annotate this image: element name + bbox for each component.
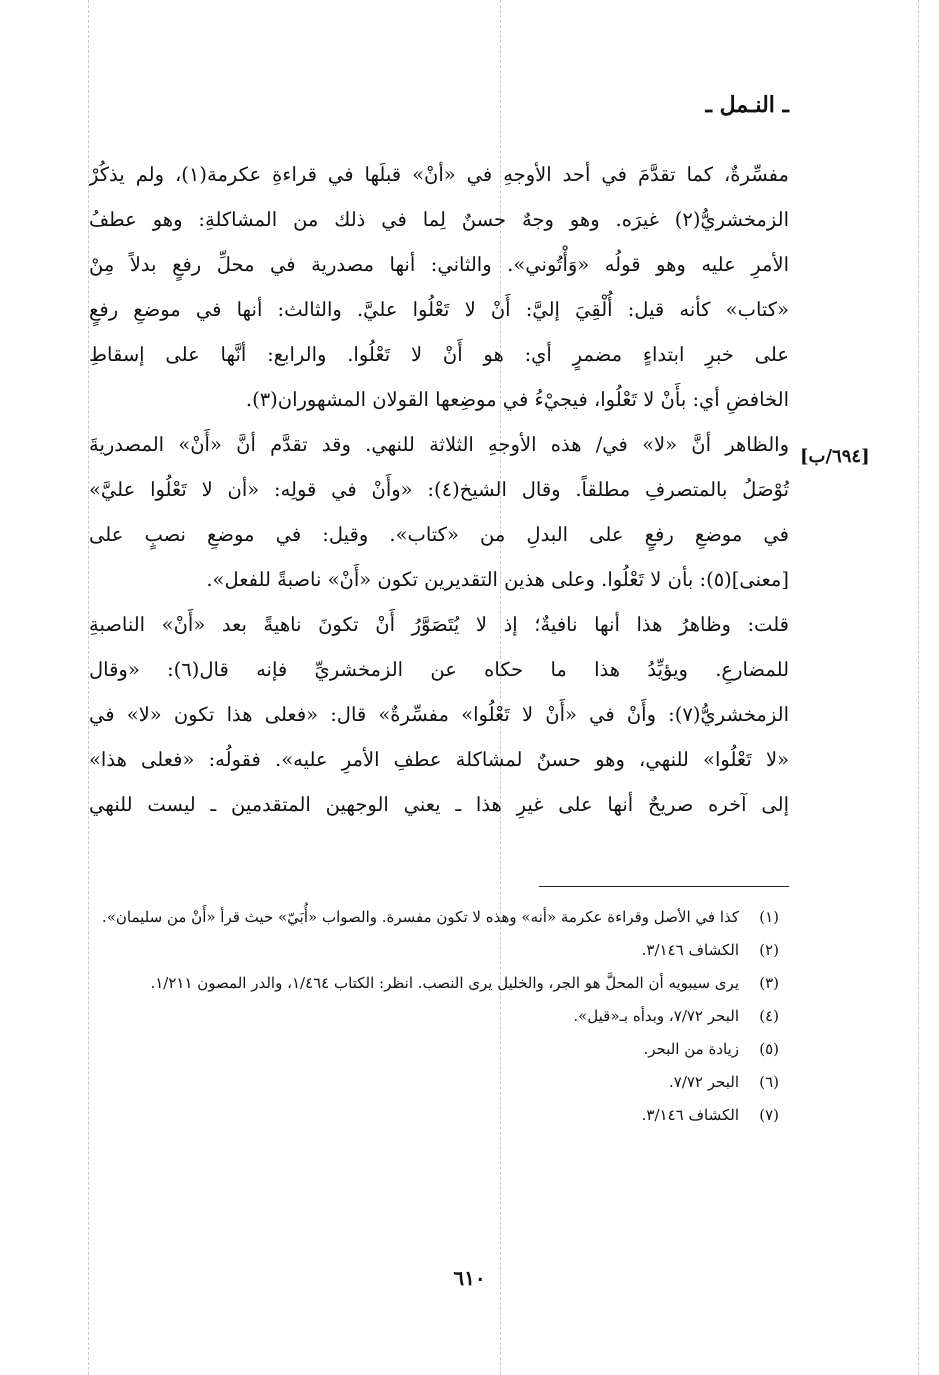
body-line: الأمرِ عليه وهو قولُه «وَأْتُوني». والثاني: أنها مصدرية في محلِّ رفعٍ بدلاً مِنْ [89,253,789,276]
footnote [79,904,779,930]
footnote-number: (١) [759,908,779,926]
footnote-text: كذا في الأصل وقراءة عكرمة «أنه» وهذه لا تكون مفسرة. والصواب «أُبَيّ» حيث قرأ «أَنْ من سليمان». [101,908,739,926]
footnote-number: (٦) [759,1073,779,1091]
page-number: ٦١٠ [453,1266,486,1290]
body-line: قلت: وظاهرُ هذا أنها نافيةٌ؛ إذ لا يُتَصَوَّرُ أَنْ تكونَ ناهيةً بعد «أَنْ» الناصبةِ [89,613,789,636]
footnote-text: الكشاف ٣/١٤٦. [641,941,739,959]
body-line: الزمخشريُّ(٧): وأَنْ في «أَنْ لا تَعْلُوا» مفسِّرةٌ» قال: «فعلى هذا تكون «لا» في [89,703,789,726]
footnote [79,1069,779,1095]
body-line: [معنى](٥): بأن لا تَعْلُوا. وعلى هذين التقديرين تكون «أَنْ» ناصبةً للفعل». [206,568,789,591]
footnote-separator [539,886,789,887]
footnote [79,937,779,963]
footnote-text: البحر ٧/٧٢. [668,1073,739,1091]
body-line: إلى آخره صريحٌ أنها على غيرِ هذا ـ يعني الوجهين المتقدمين ـ ليست للنهي [89,793,789,816]
body-line: الزمخشريُّ(٢) غيرَه. وهو وجهٌ حسنٌ لِما في ذلك من المشاكلةِ: وهو عطفُ [89,208,789,231]
body-line: في موضعِ رفعٍ على البدلِ من «كتاب». وقيل: في موضعِ نصبٍ على [89,523,789,546]
footnote-number: (٧) [759,1106,779,1124]
footnote-number: (٤) [759,1007,779,1025]
body-line: «لا تَعْلُوا» للنهي، وهو حسنٌ لمشاكلة عطفِ الأمرِ عليه». فقولُه: «فعلى هذا» [89,748,789,771]
body-line: «كتاب» كأنه قيل: أُلْقِيَ إليَّ: أَنْ لا تَعْلُوا عليَّ. والثالث: أنها في موضعِ رفعٍ [89,298,789,321]
margin-folio-note: [٦٩٤/ب] [800,446,870,467]
footnote-text: البحر ٧/٧٢، وبدأه بـ«قيل». [573,1007,739,1025]
body-line: على خبرِ ابتداءٍ مضمرٍ أي: هو أَنْ لا تَعْلُوا. والرابع: أنَّها على إسقاطِ [89,343,789,366]
body-text [89,152,789,827]
footnote-text: زيادة من البحر. [643,1040,739,1058]
guide-line-right [918,0,919,1375]
footnote [79,1036,779,1062]
body-line: مفسِّرةٌ، كما تقدَّمَ في أحد الأوجهِ في «أنْ» قبلَها في قراءةِ عكرمة(١)، ولم يذكُرْ [89,163,789,186]
footnote-number: (٥) [759,1040,779,1058]
footnote [79,970,779,996]
footnote-text: يرى سيبويه أن المحلَّ هو الجر، والخليل يرى النصب. انظر: الكتاب ١/٤٦٤، والدر المصون ١/٢١١. [150,974,739,992]
footnotes [79,904,779,1135]
body-line: الخافضِ أي: بأَنْ لا تَعْلُوا، فيجيْءُ في موضِعها القولان المشهوران(٣). [245,388,789,411]
body-line: والظاهر أنَّ «لا» في/ هذه الأوجهِ الثلاثة للنهي. وقد تقدَّم أنَّ «أَنْ» المصدريةَ [89,433,789,456]
footnote [79,1102,779,1128]
footnote [79,1003,779,1029]
running-head: ـ النـمل ـ [705,92,789,118]
footnote-number: (٢) [759,941,779,959]
body-line: للمضارعِ. ويؤيِّدُ هذا ما حكاه عن الزمخشريِّ فإنه قال(٦): «وقال [89,658,789,681]
footnote-text: الكشاف ٣/١٤٦. [641,1106,739,1124]
footnote-number: (٣) [759,974,779,992]
body-line: تُوْصَلُ بالمتصرفِ مطلقاً. وقال الشيخ(٤): «وأَنْ في قولِه: «أن لا تَعْلُوا عليَّ» [89,478,789,501]
